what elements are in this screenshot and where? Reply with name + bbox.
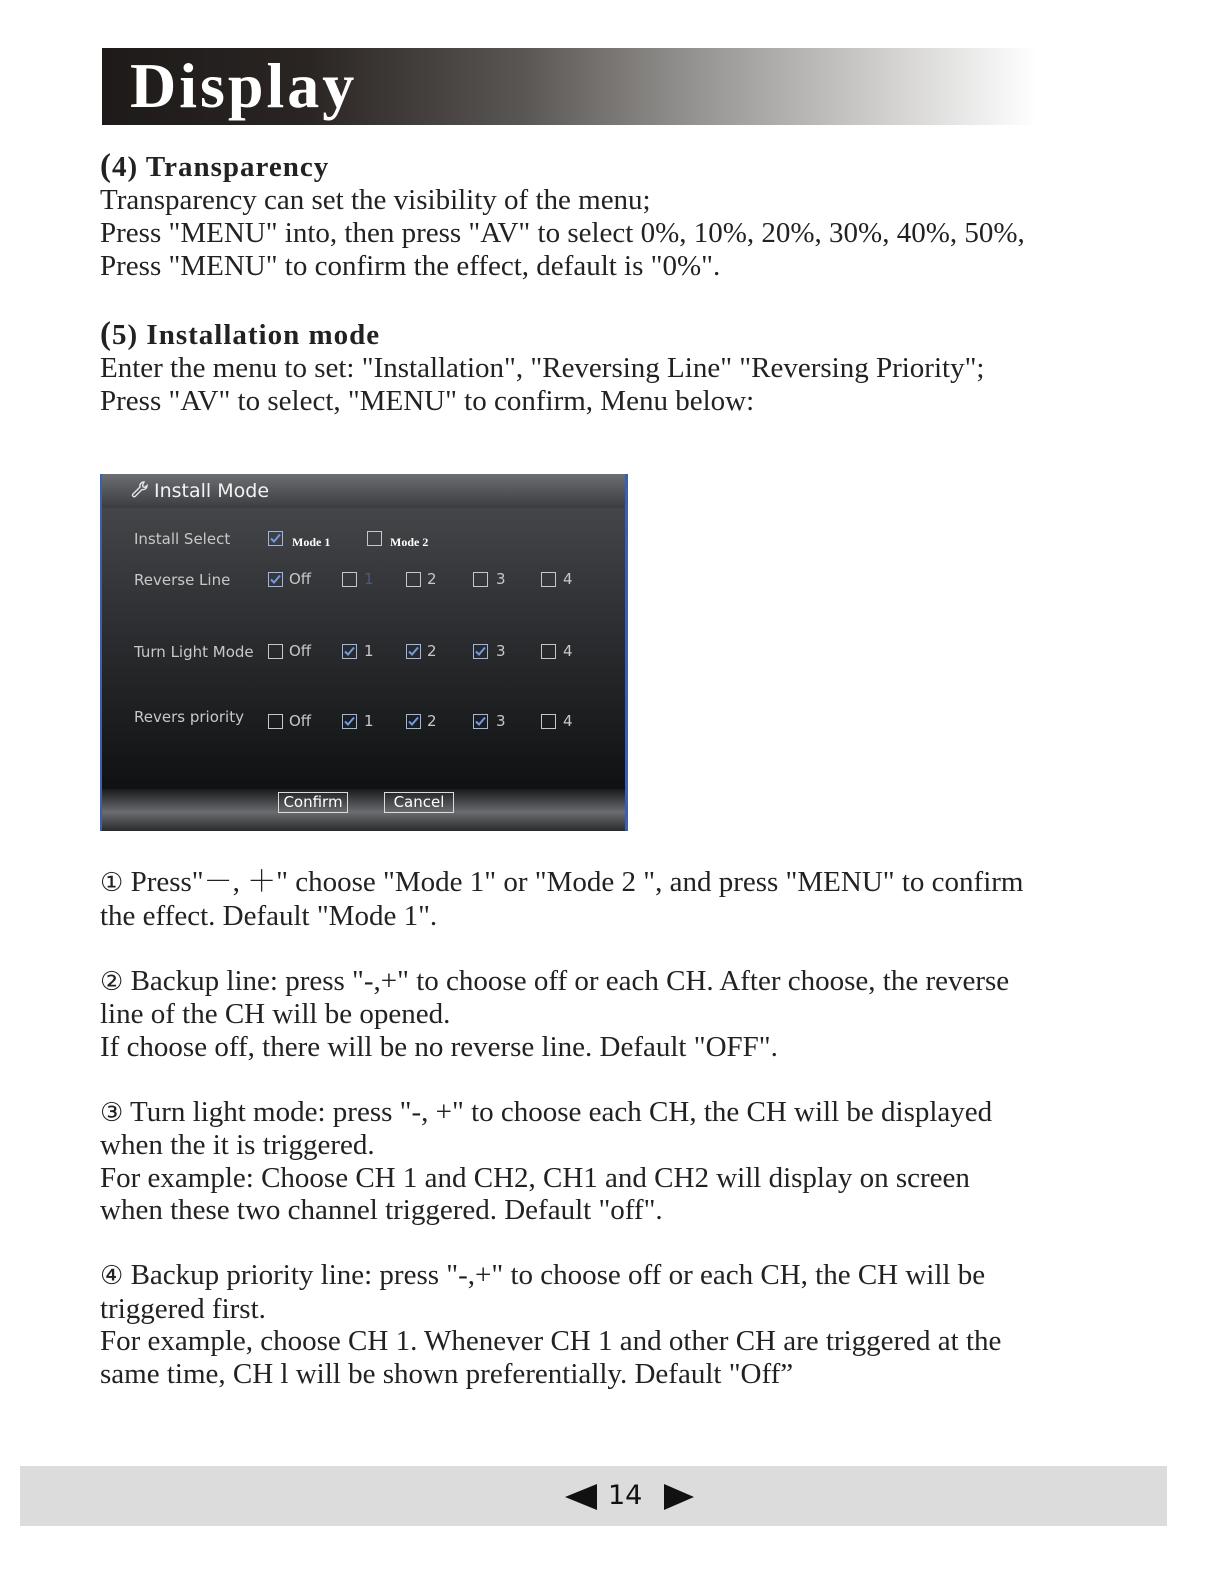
note-3-line-3: For example: Choose CH 1 and CH2, CH1 and CH2 will display on screen [100,1161,970,1194]
menu-title: Install Mode [154,480,270,502]
turn-light-3-label: 3 [496,642,506,660]
menu-button-bar [102,789,625,831]
reverse-line-4-checkbox[interactable] [541,572,556,587]
revers-priority-2-label: 2 [427,712,437,730]
note-3-line-4: when these two channel triggered. Default "off". [100,1194,663,1226]
note-4-line-2: triggered first. [100,1292,266,1325]
page-title: Display [130,50,358,121]
note-1-line-2: the effect. Default "Mode 1". [100,899,438,932]
reverse-line-off-label: Off [289,570,312,588]
confirm-button[interactable]: Confirm [278,792,348,813]
checkmark-icon [407,715,420,728]
note-4-line-1: Backup priority line: press "-,+" to choose off or each CH, the CH will be [123,1259,986,1291]
checkmark-icon [269,573,282,586]
cancel-button[interactable]: Cancel [384,792,454,813]
checkmark-icon [343,715,356,728]
note-1-marker: ① [100,868,124,898]
turn-light-2-checkbox[interactable] [406,644,421,659]
turn-light-4-checkbox[interactable] [541,644,556,659]
note-4-line-3: For example, choose CH 1. Whenever CH 1 and other CH are triggered at the [100,1325,1002,1357]
note-1 [100,866,1023,932]
reverse-line-off-checkbox[interactable] [268,572,283,587]
mode-2-label: Mode 2 [390,535,429,549]
note-2-line-2: line of the CH will be opened. [100,998,451,1030]
note-3 [100,1096,1023,1227]
next-page-arrow-icon[interactable] [664,1484,694,1510]
page-number: 14 [608,1480,643,1511]
turn-light-off-checkbox[interactable] [268,644,283,659]
reverse-line-4-label: 4 [563,570,573,588]
transparency-heading: (4) Transparency [100,148,330,184]
wrench-icon [130,480,150,500]
reverse-line-2-checkbox[interactable] [406,572,421,587]
checkmark-icon [474,645,487,658]
checkmark-icon [269,532,282,545]
turn-light-3-checkbox[interactable] [473,644,488,659]
revers-priority-off-label: Off [289,712,312,730]
checkmark-icon [474,715,487,728]
checkmark-icon [343,645,356,658]
turn-light-2-label: 2 [427,642,437,660]
note-1-line-1: Press"－, ＋" choose "Mode 1" or "Mode 2 ", and press "MENU" to confirm [123,866,1024,898]
turn-light-off-label: Off [289,642,312,660]
revers-priority-2-checkbox[interactable] [406,714,421,729]
mode-1-label: Mode 1 [292,535,331,549]
transparency-line-3: Press "MENU" to confirm the effect, default is "0%". [100,250,721,282]
install-select-label: Install Select [134,530,231,548]
installation-heading: (5) Installation mode [100,316,381,352]
installation-line-1: Enter the menu to set: "Installation", "Reversing Line" "Reversing Priority"; [100,352,985,384]
turn-light-1-label: 1 [364,642,374,660]
reverse-line-2-label: 2 [427,570,437,588]
instructions [100,866,1023,1423]
reverse-line-3-label: 3 [496,570,506,588]
mode-1-checkbox[interactable] [268,531,283,546]
checkmark-icon [407,645,420,658]
revers-priority-3-checkbox[interactable] [473,714,488,729]
install-mode-menu [100,474,628,831]
revers-priority-1-label: 1 [364,712,374,730]
reverse-line-1-checkbox[interactable] [342,572,357,587]
installation-line-2: Press "AV" to select, "MENU" to confirm, Menu below: [100,385,755,417]
revers-priority-3-label: 3 [496,712,506,730]
revers-priority-label: Revers priority [134,708,244,726]
note-3-line-1: Turn light mode: press "-, +" to choose each CH, the CH will be displayed [123,1095,993,1128]
transparency-line-1: Transparency can set the visibility of the menu; [100,184,651,216]
note-2-line-1: Backup line: press "-,+" to choose off or each CH. After choose, the reverse [123,964,1010,997]
note-3-marker: ③ [100,1097,124,1128]
note-2-line-3: If choose off, there will be no reverse line. Default "OFF". [100,1030,778,1063]
installation-section [100,318,984,418]
reverse-line-label: Reverse Line [134,571,231,589]
revers-priority-4-label: 4 [563,712,573,730]
note-2-marker: ② [100,966,124,997]
revers-priority-1-checkbox[interactable] [342,714,357,729]
turn-light-mode-label: Turn Light Mode [134,643,254,661]
transparency-line-2: Press "MENU" into, then press "AV" to select 0%, 10%, 20%, 30%, 40%, 50%, [100,217,1025,249]
revers-priority-off-checkbox[interactable] [268,714,283,729]
note-3-line-2: when the it is triggered. [100,1129,375,1161]
turn-light-4-label: 4 [563,642,573,660]
reverse-line-1-label: 1 [364,570,374,588]
transparency-section [100,150,1025,283]
note-4-line-4: same time, CH l will be shown preferentially. Default "Off” [100,1357,794,1390]
revers-priority-4-checkbox[interactable] [541,714,556,729]
previous-page-arrow-icon[interactable] [565,1484,597,1510]
turn-light-1-checkbox[interactable] [342,644,357,659]
note-4-marker: ④ [100,1261,124,1291]
note-4 [100,1259,1023,1390]
note-2 [100,965,1023,1064]
mode-2-checkbox[interactable] [367,531,382,546]
reverse-line-3-checkbox[interactable] [473,572,488,587]
